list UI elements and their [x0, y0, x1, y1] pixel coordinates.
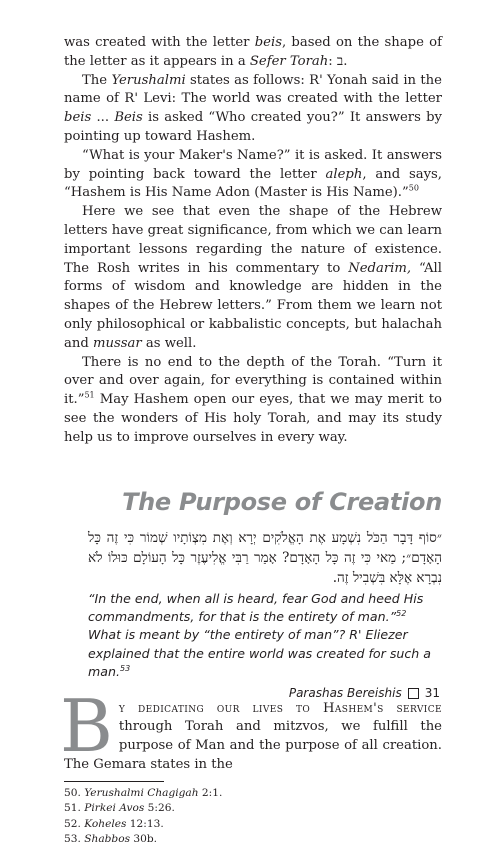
paragraph-3: “What is your Maker's Name?” it is asked. It answers by pointing back toward the letter aleph, and says, “Hashem is His Name Adon (Master is His Name).”$^{50}$: [64, 147, 442, 201]
page-number: 31: [424, 686, 440, 700]
footnote-50: 50. Yerushalmi Chagigah 2:1.: [64, 786, 223, 799]
footnote-ref-51: 51: [84, 390, 95, 400]
footnote-51: 51. Pirkei Avos 5:26.: [64, 802, 175, 815]
dropcap-rest: through Torah and mitzvos, we fulfill the purpose of Man and the purpose of all creation. The Gemara states in the: [64, 719, 442, 772]
running-footer-title: Parashas Bereishis: [288, 686, 402, 700]
paragraph-1: was created with the letter beis, based on the shape of the letter as it appears in a Sefer Torah: ב.: [64, 35, 442, 69]
paragraph-2: The Yerushalmi states as follows: R' Yonah said in the name of R' Levi: The world was created with the letter beis ... Beis is asked “Who created you?” It answers by pointing up toward Hashem.: [64, 72, 442, 144]
footnote-53: 53. Shabbos 30b.: [64, 833, 158, 846]
paragraph-4: Here we see that even the shape of the Hebrew letters have great significance, from which we can learn important lessons regarding the nature of existence. The Rosh writes in his commentary to Nedarim, “All forms of wisdom and knowledge are hidden in the shapes of the Hebrew letters.” From them we learn not only philosophical or kabbalistic concepts, but halachah and mussar as well.: [64, 204, 442, 351]
hebrew-quote: ״סוֹף דָּבָר הַכֹּל נִשְׁמָע אֶת הָאֱלֹקִים יְרָא וְאֶת מִצְוֹתָיו שְׁמוֹר כִּי זֶה כָּל הָאָדָם״; מַאי כִּי זֶה כָּל הָאָדָם? אָמַר רַבִּי אֱלִיעֶזֶר כָּל הָעוֹלָם כּוּלוֹ לֹא נִבְרָא אֶלָּא בִּשְׁבִיל זֶה.: [88, 529, 442, 586]
footnote-divider: [64, 781, 164, 782]
footnote-52: 52. Koheles 12:13.: [64, 817, 164, 830]
section-title: The Purpose of Creation: [122, 487, 442, 516]
drop-cap: B: [60, 683, 113, 768]
page-footer: [289, 686, 440, 700]
footnotes: [64, 786, 442, 848]
page-content: [60, 34, 442, 848]
footnote-ref-53: 53: [119, 663, 131, 673]
paragraph-5: There is no end to the depth of the Torah. “Turn it over and over again, for everything is contained within it.”$^{51}$ May Hashem open our eyes, that we may merit to see the wonders of His holy Torah, and may its study help us to improve ourselves in every way.: [64, 354, 442, 445]
dropcap-text: [64, 700, 442, 775]
footnote-ref-50: 50: [408, 183, 419, 193]
box-ornament-icon: [408, 688, 419, 699]
dropcap-smallcaps: y dedicating our lives to Hashem's service: [118, 700, 442, 716]
footnote-ref-52: 52: [396, 608, 407, 618]
quote-translation: “In the end, when all is heard, fear God and heed His commandments, for that is the entirety of man.”$^{52}$ What is meant by “the entirety of man”? R' Eliezer explained that the entire world was created for such a man.$^{53}$: [88, 590, 431, 680]
